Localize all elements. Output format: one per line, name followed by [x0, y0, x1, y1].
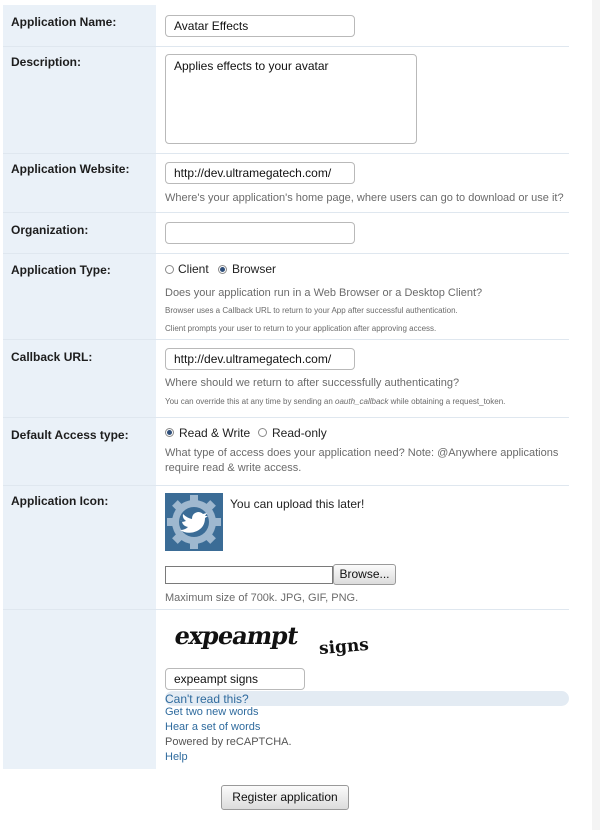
hear-words-link[interactable]: Hear a set of words — [165, 721, 261, 733]
default-access-type-label: Default Access type: — [11, 428, 129, 442]
row-application-name — [3, 5, 569, 47]
icon-max-size-hint: Maximum size of 700k. JPG, GIF, PNG. — [165, 592, 359, 604]
client-radio[interactable] — [165, 265, 174, 274]
read-write-radio[interactable] — [165, 428, 174, 437]
client-radio-label[interactable]: Client — [178, 262, 209, 276]
application-website-label: Application Website: — [11, 162, 130, 176]
captcha-help-link[interactable]: Help — [165, 751, 188, 763]
twitter-bird-icon — [165, 493, 223, 551]
organization-label: Organization: — [11, 223, 89, 237]
application-form — [3, 5, 569, 769]
access-type-hint-line2: require read & write access. — [165, 462, 302, 474]
powered-by-recaptcha: Powered by reCAPTCHA. — [165, 736, 292, 748]
row-callback-url — [3, 340, 569, 418]
icon-file-input[interactable] — [165, 566, 333, 584]
application-name-input[interactable]: Avatar Effects — [165, 15, 355, 37]
browser-radio-label[interactable]: Browser — [232, 262, 277, 276]
read-only-radio[interactable] — [258, 428, 267, 437]
row-application-website — [3, 154, 569, 213]
read-only-radio-label[interactable]: Read-only — [272, 426, 327, 440]
browse-button[interactable]: Browse... — [333, 564, 396, 585]
application-website-hint: Where's your application's home page, where users can go to download or use it? — [165, 192, 564, 204]
captcha-word-1: expeampt — [172, 621, 301, 650]
application-icon-label: Application Icon: — [11, 494, 109, 508]
application-website-input[interactable]: http://dev.ultramegatech.com/ — [165, 162, 355, 184]
description-label: Description: — [11, 55, 82, 69]
register-application-button[interactable]: Register application — [221, 785, 349, 810]
callback-url-note: You can override this at any time by sending an oauth_callback while obtaining a request_token. — [165, 397, 506, 406]
application-type-hint: Does your application run in a Web Browser or a Desktop Client? — [165, 287, 483, 299]
row-application-icon — [3, 486, 569, 610]
callback-url-hint: Where should we return to after successfully authenticating? — [165, 377, 460, 389]
organization-input[interactable] — [165, 222, 355, 244]
row-organization — [3, 213, 569, 254]
row-recaptcha — [3, 610, 569, 769]
row-description — [3, 47, 569, 154]
application-type-label: Application Type: — [11, 263, 111, 277]
description-textarea[interactable]: Applies effects to your avatar — [165, 54, 417, 144]
row-default-access-type — [3, 418, 569, 486]
callback-url-input[interactable]: http://dev.ultramegatech.com/ — [165, 348, 355, 370]
access-type-hint-line1: What type of access does your application need? Note: @Anywhere applications — [165, 447, 559, 459]
callback-url-label: Callback URL: — [11, 350, 93, 364]
upload-later-text: You can upload this later! — [230, 497, 365, 511]
browser-radio[interactable] — [218, 265, 227, 274]
application-name-label: Application Name: — [11, 15, 117, 29]
client-note: Client prompts your user to return to your application after approving access. — [165, 324, 437, 333]
read-write-radio-label[interactable]: Read & Write — [179, 426, 251, 440]
captcha-word-2: signs — [318, 634, 370, 660]
cant-read-link[interactable]: Can't read this? — [165, 692, 249, 706]
captcha-response-input[interactable]: expeampt signs — [165, 668, 305, 690]
browser-note: Browser uses a Callback URL to return to your App after successful authentication. — [165, 306, 458, 315]
row-application-type — [3, 254, 569, 340]
page-scrollbar[interactable] — [592, 0, 600, 830]
get-new-words-link[interactable]: Get two new words — [165, 706, 259, 718]
